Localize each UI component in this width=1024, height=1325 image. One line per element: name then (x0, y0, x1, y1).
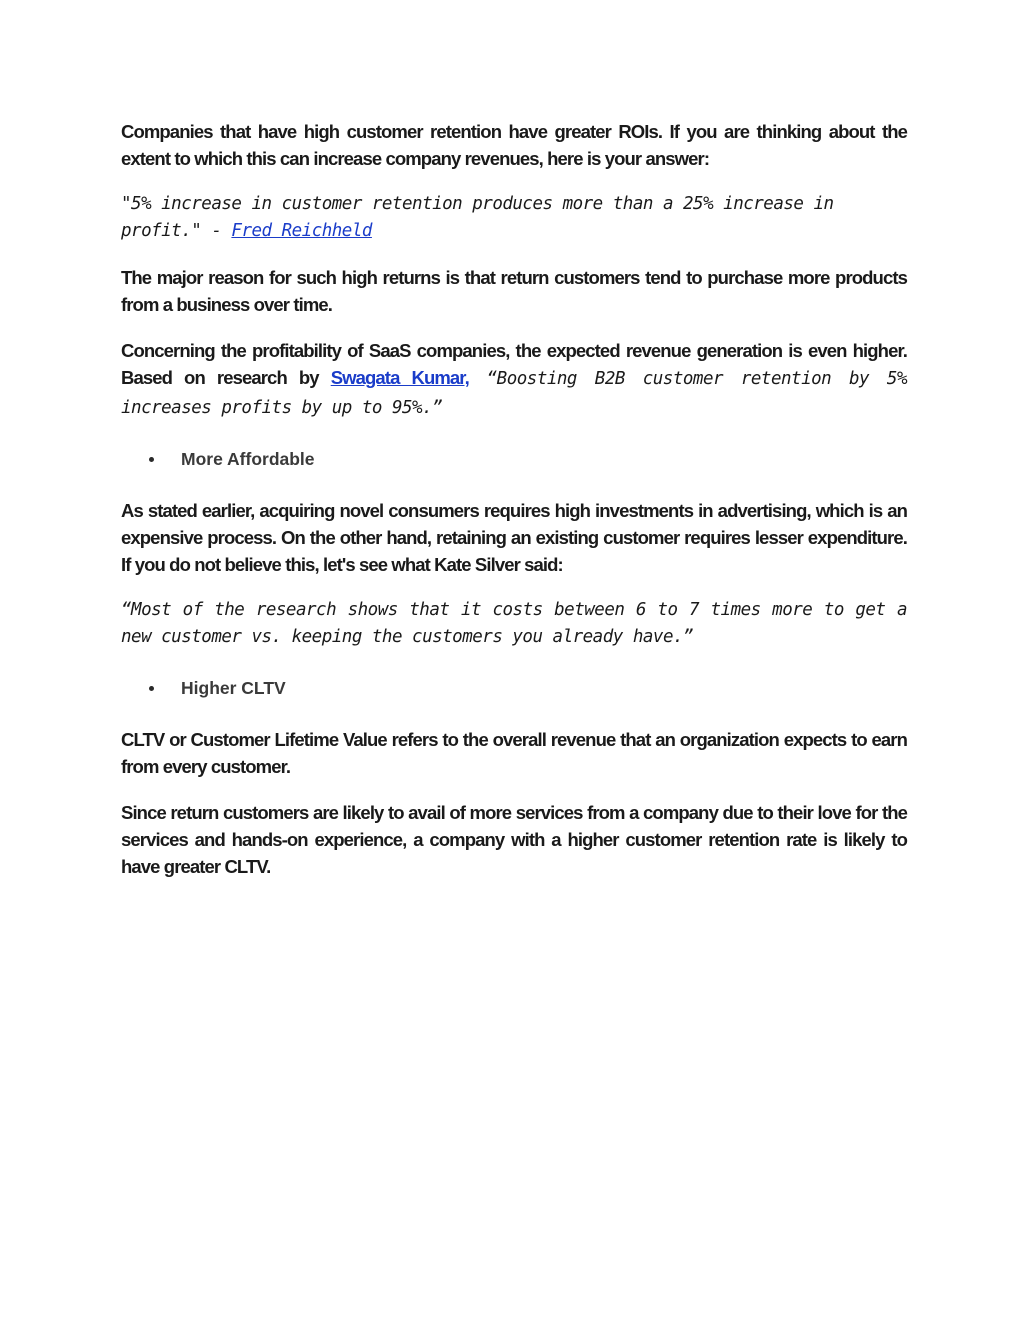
paragraph-acquiring: As stated earlier, acquiring novel consumers requires high investments in advertising, which is an expensive process. On the other hand, retaining an existing customer requires lesser expenditure. If you do not believe this, let's see what Kate Silver said: (121, 500, 907, 575)
document-page (121, 118, 907, 899)
bullet-icon (149, 457, 154, 462)
bullet-more-affordable (149, 446, 907, 473)
paragraph-saas-text: Concerning the profitability of SaaS companies, the expected revenue generation is even higher. Based on research by (121, 340, 907, 388)
bullet-more-affordable-label: More Affordable (181, 449, 315, 469)
paragraph-return-customers: Since return customers are likely to avail of more services from a company due to their love for the services and hands-on experience, a company with a higher customer retention rate is likely to have greater CLTV. (121, 802, 907, 877)
quote-reichheld-text: "5% increase in customer retention produces more than a 25% increase in profit." - (121, 194, 834, 241)
paragraph-roi: Companies that have high customer retention have greater ROIs. If you are thinking about the extent to which this can increase company revenues, here is your answer: (121, 121, 907, 169)
paragraph-major-reason: The major reason for such high returns is that return customers tend to purchase more products from a business over time. (121, 267, 907, 315)
bullet-higher-cltv-label: Higher CLTV (181, 678, 286, 698)
quote-kumar: “Boosting B2B customer retention by 5% increases profits by up to 95%.” (121, 369, 907, 418)
link-fred-reichheld[interactable]: Fred Reichheld (231, 221, 372, 241)
quote-kate-silver: “Most of the research shows that it costs between 6 to 7 times more to get a new customer vs. keeping the customers you already have.” (121, 600, 907, 647)
bullet-higher-cltv (149, 675, 907, 702)
quote-reichheld (121, 191, 907, 245)
paragraph-saas (121, 337, 907, 422)
paragraph-cltv-definition: CLTV or Customer Lifetime Value refers to the overall revenue that an organization expects to earn from every customer. (121, 729, 907, 777)
bullet-icon (149, 686, 154, 691)
link-swagata-kumar[interactable]: Swagata Kumar, (330, 367, 469, 388)
